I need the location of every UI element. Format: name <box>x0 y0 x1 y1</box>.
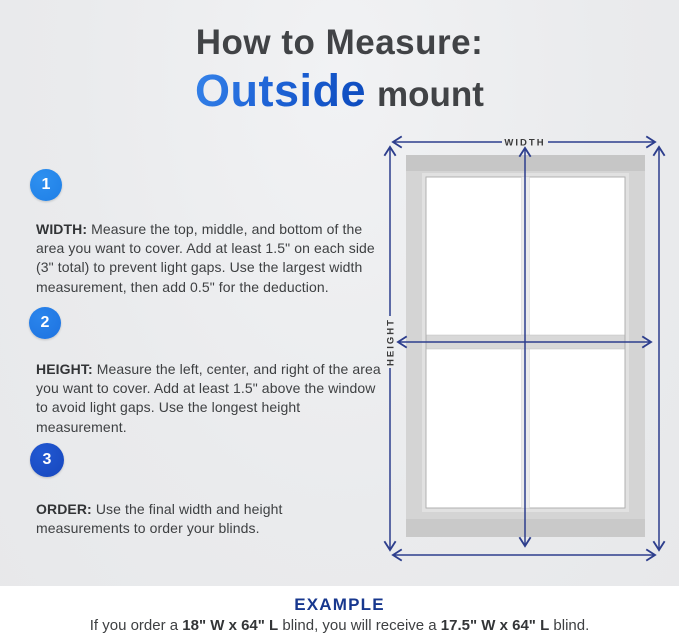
example-ordered-size: 18" W x 64" L <box>182 617 279 634</box>
example-mid: blind, you will receive a <box>278 617 441 634</box>
example-section <box>0 586 679 644</box>
example-pre: If you order a <box>89 617 183 634</box>
title-highlight: Outside <box>195 64 367 116</box>
step-3-text <box>36 500 358 538</box>
title-suffix: mount <box>377 74 484 114</box>
example-post: blind. <box>549 617 590 634</box>
step-2-label: HEIGHT: <box>36 361 93 377</box>
example-line <box>0 617 679 634</box>
window-measurement-diagram <box>378 130 670 576</box>
title-line2 <box>0 66 679 116</box>
step-1-body: Measure the top, middle, and bottom of the area you want to cover. Add at least 1.5" on each side (3" total) to prevent light gaps. Use the largest width measurement, then add 0.5" for the deduction. <box>36 221 375 295</box>
example-received-size: 17.5" W x 64" L <box>440 617 550 634</box>
step-3-badge: 3 <box>30 443 64 477</box>
step-3-label: ORDER: <box>36 501 92 517</box>
example-heading: EXAMPLE <box>294 595 385 614</box>
width-label: WIDTH <box>504 137 546 149</box>
step-2-text <box>36 360 390 437</box>
title-line1: How to Measure: <box>195 23 484 62</box>
step-1-badge: 1 <box>30 169 62 201</box>
step-3-body: Use the final width and height measurements to order your blinds. <box>36 501 283 537</box>
page-title <box>0 24 679 115</box>
step-2-body: Measure the left, center, and right of the area you want to cover. Add at least 1.5" above the window to avoid light gaps. Use the longest height measurement. <box>36 361 381 435</box>
step-1-text <box>36 220 382 297</box>
height-label: HEIGHT <box>385 318 397 366</box>
step-1-label: WIDTH: <box>36 221 88 237</box>
step-2-badge: 2 <box>29 307 61 339</box>
